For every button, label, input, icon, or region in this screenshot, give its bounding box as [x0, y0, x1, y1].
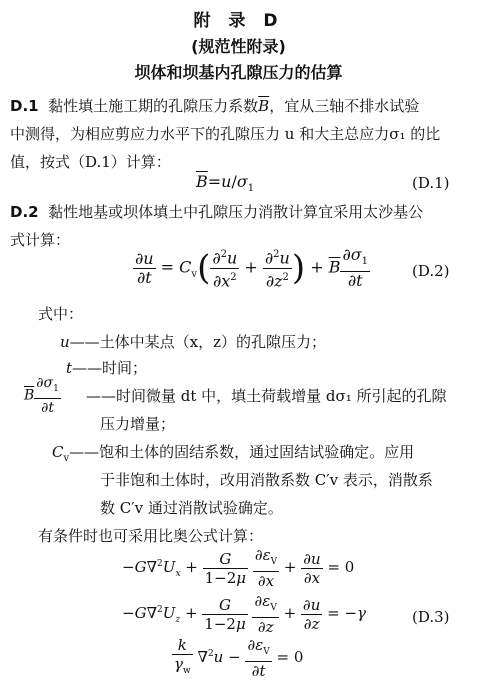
- d1-text1: 黏性填土施工期的孔隙压力系数: [48, 97, 259, 115]
- d1-line3: 值，按式（D.1）计算：: [10, 153, 171, 171]
- biot-eq1: $-G\nabla^2U_x$ + $\frac{G}{1-2\mu}$ $\frac{\partial\varepsilon_V}{\partial x}$ + $\frac{\partial u}{\partial x}$ = 0: [122, 546, 355, 590]
- d1-line1: [10, 92, 419, 120]
- appendix-heading: 坝体和坝基内孔隙压力的估算: [134, 63, 343, 82]
- legend-cv: $C_v——$饱和土体的固结系数，通过固结试验确定。应用: [52, 443, 415, 464]
- d2-line2: 式计算：: [10, 231, 71, 249]
- legend-cv-desc-1: ——饱和土体的固结系数，通过固结试验确定。应用: [69, 443, 415, 461]
- d1-formula: $\overline{B}=u/\sigma_1$: [196, 172, 255, 195]
- d1-text1-end: ，宜从三轴不排水试验: [269, 97, 420, 115]
- legend-b-desc-1: ——时间微量 dt 中，填土荷载增量 dσ₁ 所引起的孔隙: [86, 387, 447, 405]
- d2-text1: 黏性地基或坝体填土中孔隙压力消散计算宜采用太沙基公: [48, 203, 424, 221]
- biot-eq3: $\frac{k}{\gamma_w}$ ∇$^2$u − $\frac{\partial\varepsilon_V}{\partial t}$ = 0: [174, 636, 304, 680]
- legend-intro: 式中：: [38, 305, 84, 323]
- legend-cv-desc-2: 于非饱和土体时，改用消散系数 C′v 表示，消散系: [100, 471, 433, 489]
- d2-formula: $\frac{\partial u}{\partial t}$ = $C_v$( $\frac{\partial^2u}{\partial x^2}$ + $\frac{\partial^2u}{\partial z^2}$ ) + $\overline{B}$ $\frac{\partial\sigma_1}{\partial t}$: [135, 245, 369, 291]
- legend-u: u——土体中某点（x，z）的孔隙压力；: [60, 333, 327, 351]
- legend-b-desc-2: 压力增量；: [100, 415, 176, 433]
- appendix-subtitle: (规范性附录): [191, 37, 286, 56]
- biot-eq-label: (D.3): [412, 608, 450, 626]
- d1-number: D.1: [10, 97, 39, 115]
- d2-number: D.2: [10, 203, 39, 221]
- legend-cv-desc-3: 数 C′v 通过消散试验确定。: [100, 499, 283, 517]
- d1-eq-label: (D.1): [412, 174, 450, 192]
- d2-line1: [10, 198, 423, 226]
- d1-line2: 中测得，为相应剪应力水平下的孔隙压力 u 和大主总应力σ₁ 的比: [10, 125, 441, 143]
- biot-intro: 有条件时也可采用比奥公式计算：: [38, 527, 264, 545]
- appendix-title: 附 录 D: [193, 11, 284, 31]
- legend-t-desc: ——时间；: [72, 359, 148, 377]
- legend-u-desc: ——土体中某点（x，z）的孔隙压力；: [69, 333, 327, 351]
- biot-eq2: $-G\nabla^2U_z$ + $\frac{G}{1-2\mu}$ $\frac{\partial\varepsilon_V}{\partial z}$ + $\frac{\partial u}{\partial z}$ = −γ: [122, 592, 367, 636]
- d1-var-b: $\overline{B}$: [258, 97, 270, 115]
- legend-b-symbol: $\overline{B}$ $\frac{\partial\sigma_1}{\partial t}$: [24, 375, 59, 416]
- legend-t: t——时间；: [66, 359, 148, 377]
- d2-eq-label: (D.2): [412, 262, 450, 280]
